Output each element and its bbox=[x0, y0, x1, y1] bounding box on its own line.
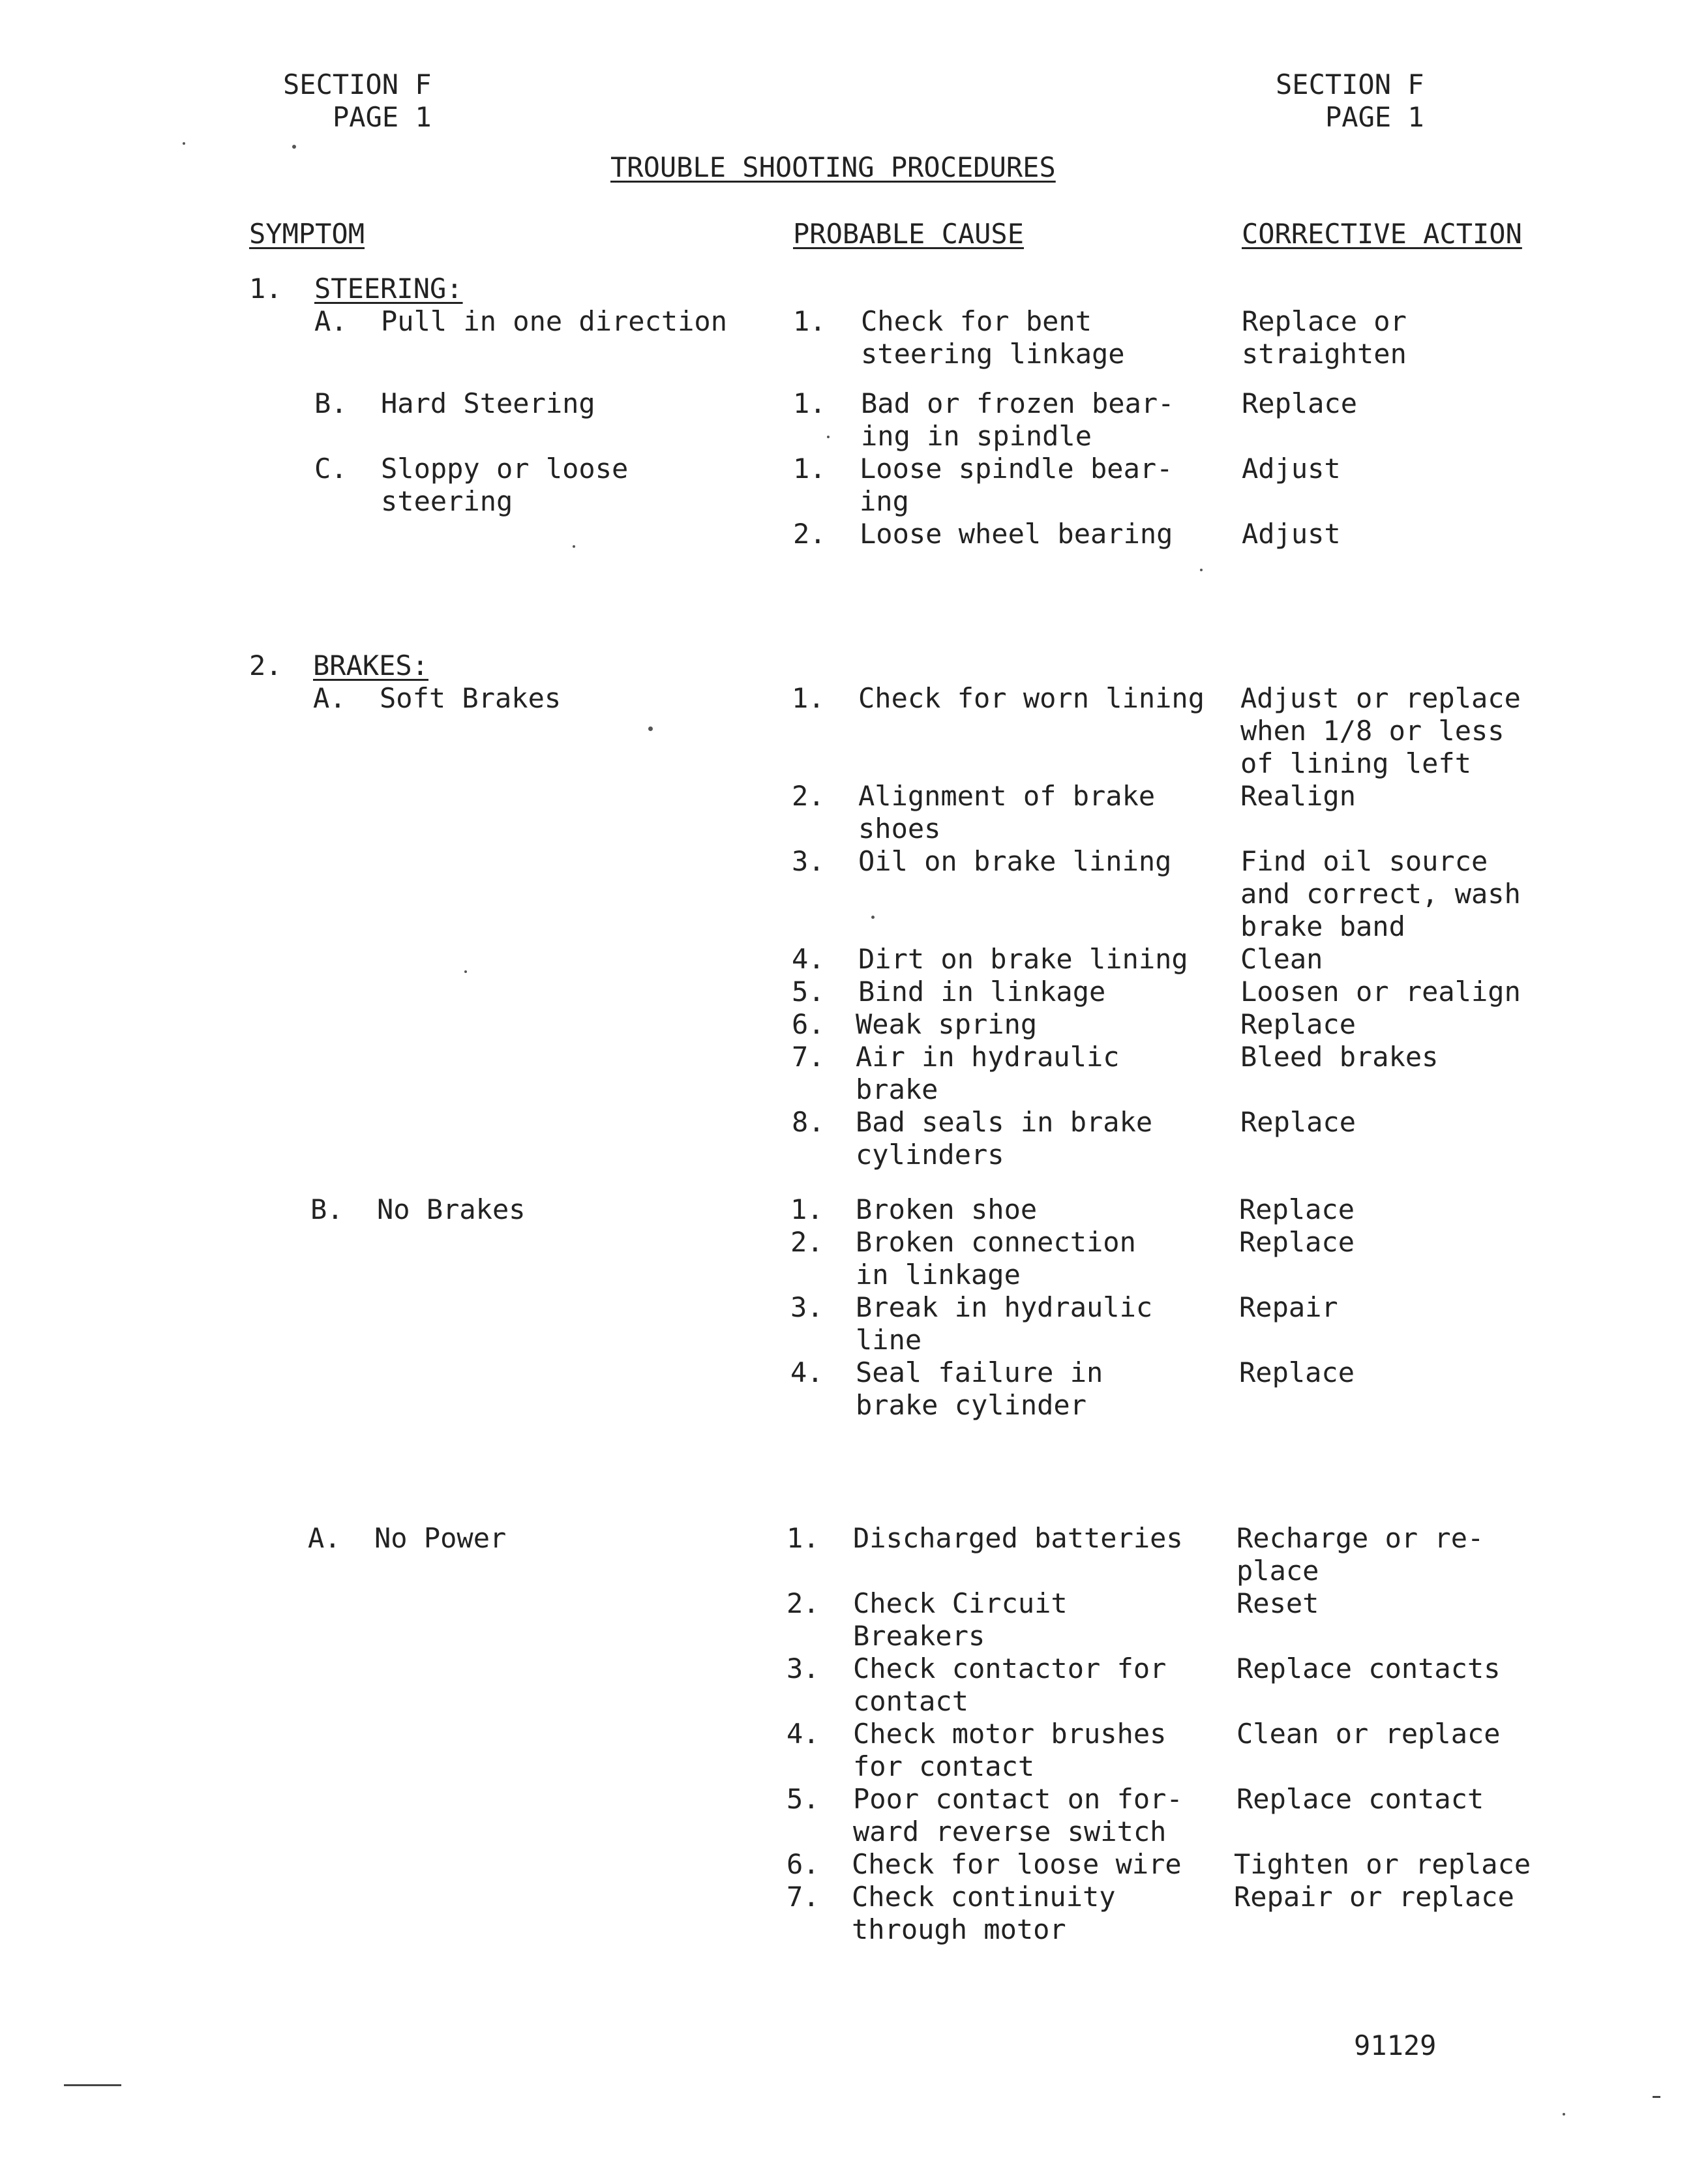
scan-speck bbox=[183, 142, 185, 145]
action-text: Find oil source bbox=[1240, 845, 1488, 877]
section-heading-steering: STEERING: bbox=[314, 273, 463, 305]
cause-text: ward reverse switch bbox=[853, 1816, 1167, 1847]
cause-number: 1. bbox=[792, 682, 825, 714]
cause-text: Check motor brushes bbox=[853, 1718, 1167, 1750]
action-text: Replace bbox=[1239, 1356, 1355, 1388]
cause-number: 2. bbox=[793, 518, 826, 550]
action-text: brake band bbox=[1240, 910, 1405, 942]
action-text: Replace bbox=[1240, 1106, 1356, 1138]
scan-mark bbox=[1653, 2096, 1660, 2098]
section-number: 2. bbox=[249, 650, 282, 681]
symptom-letter: A. bbox=[308, 1522, 341, 1554]
cause-number: 8. bbox=[792, 1106, 825, 1138]
action-text: Adjust or replace bbox=[1240, 682, 1521, 714]
cause-text: Broken shoe bbox=[856, 1193, 1038, 1225]
cause-text: Oil on brake lining bbox=[858, 845, 1172, 877]
cause-number: 6. bbox=[792, 1008, 825, 1040]
cause-text: Bad seals in brake bbox=[856, 1106, 1153, 1138]
cause-number: 1. bbox=[793, 453, 826, 485]
cause-text: Air in hydraulic bbox=[856, 1041, 1120, 1073]
document-number: 91129 bbox=[1354, 2029, 1437, 2061]
scan-speck bbox=[827, 436, 830, 438]
symptom-letter: A. bbox=[314, 305, 348, 337]
cause-text: Loose spindle bear- bbox=[860, 453, 1173, 485]
action-text: place bbox=[1236, 1555, 1319, 1587]
cause-text: through motor bbox=[852, 1913, 1066, 1945]
action-text: Replace bbox=[1239, 1193, 1355, 1225]
cause-text: brake bbox=[856, 1073, 938, 1105]
symptom-label: Hard Steering bbox=[381, 387, 595, 419]
cause-text: shoes bbox=[858, 813, 941, 845]
scan-speck bbox=[1563, 2113, 1565, 2116]
cause-text: Seal failure in bbox=[856, 1356, 1103, 1388]
cause-text: Bind in linkage bbox=[858, 976, 1106, 1008]
symptom-label: steering bbox=[381, 485, 513, 517]
symptom-letter: A. bbox=[313, 682, 346, 714]
action-text: Recharge or re- bbox=[1236, 1522, 1484, 1554]
cause-text: Weak spring bbox=[856, 1008, 1038, 1040]
action-text: Replace contact bbox=[1236, 1783, 1484, 1815]
cause-text: Check for loose wire bbox=[852, 1848, 1182, 1880]
cause-number: 1. bbox=[793, 387, 826, 419]
cause-number: 4. bbox=[790, 1356, 824, 1388]
cause-text: steering linkage bbox=[861, 338, 1125, 370]
cause-text: ing in spindle bbox=[861, 420, 1092, 452]
cause-number: 1. bbox=[793, 305, 826, 337]
cause-text: Poor contact on for- bbox=[853, 1783, 1183, 1815]
cause-number: 1. bbox=[787, 1522, 820, 1554]
header-right-section: SECTION F bbox=[1276, 68, 1424, 100]
cause-number: 3. bbox=[792, 845, 825, 877]
cause-number: 3. bbox=[790, 1291, 824, 1323]
action-text: of lining left bbox=[1240, 747, 1472, 779]
action-text: Repair bbox=[1239, 1291, 1338, 1323]
action-text: Replace or bbox=[1242, 305, 1407, 337]
symptom-letter: B. bbox=[314, 387, 348, 419]
cause-number: 2. bbox=[787, 1587, 820, 1619]
section-heading-brakes: BRAKES: bbox=[313, 650, 429, 681]
cause-text: contact bbox=[853, 1685, 969, 1717]
action-text: Repair or replace bbox=[1234, 1881, 1514, 1913]
action-text: when 1/8 or less bbox=[1240, 715, 1505, 747]
column-heading-cause: PROBABLE CAUSE bbox=[793, 218, 1025, 250]
cause-text: in linkage bbox=[856, 1259, 1021, 1291]
cause-number: 6. bbox=[787, 1848, 820, 1880]
action-text: Replace bbox=[1240, 1008, 1356, 1040]
action-text: straighten bbox=[1242, 338, 1407, 370]
cause-text: Bad or frozen bear- bbox=[861, 387, 1175, 419]
header-left-section: SECTION F bbox=[283, 68, 432, 100]
cause-text: for contact bbox=[853, 1750, 1035, 1782]
symptom-label: No Power bbox=[374, 1522, 507, 1554]
cause-text: Check contactor for bbox=[853, 1653, 1167, 1684]
symptom-letter: B. bbox=[310, 1193, 344, 1225]
action-text: Realign bbox=[1240, 780, 1356, 812]
action-text: Adjust bbox=[1242, 453, 1341, 485]
column-heading-symptom: SYMPTOM bbox=[249, 218, 365, 250]
symptom-label: Pull in one direction bbox=[381, 305, 728, 337]
action-text: Replace contacts bbox=[1236, 1653, 1501, 1684]
symptom-label: No Brakes bbox=[377, 1193, 526, 1225]
cause-number: 4. bbox=[792, 943, 825, 975]
action-text: Reset bbox=[1236, 1587, 1319, 1619]
scan-speck bbox=[464, 970, 467, 973]
cause-number: 7. bbox=[787, 1881, 820, 1913]
cause-text: Breakers bbox=[853, 1620, 985, 1652]
cause-text: Break in hydraulic bbox=[856, 1291, 1153, 1323]
section-number: 1. bbox=[249, 273, 282, 305]
action-text: Loosen or realign bbox=[1240, 976, 1521, 1008]
cause-number: 2. bbox=[792, 780, 825, 812]
cause-text: Check Circuit bbox=[853, 1587, 1068, 1619]
cause-number: 1. bbox=[790, 1193, 824, 1225]
cause-number: 4. bbox=[787, 1718, 820, 1750]
cause-text: ing bbox=[860, 485, 909, 517]
symptom-label: Soft Brakes bbox=[380, 682, 562, 714]
scan-speck bbox=[1200, 569, 1203, 571]
action-text: Adjust bbox=[1242, 518, 1341, 550]
cause-number: 7. bbox=[792, 1041, 825, 1073]
scan-speck bbox=[573, 545, 575, 548]
cause-number: 5. bbox=[792, 976, 825, 1008]
column-heading-action: CORRECTIVE ACTION bbox=[1242, 218, 1522, 250]
header-left-page: PAGE 1 bbox=[333, 101, 432, 133]
symptom-label: Sloppy or loose bbox=[381, 453, 629, 485]
cause-number: 3. bbox=[787, 1653, 820, 1684]
cause-number: 5. bbox=[787, 1783, 820, 1815]
scan-speck bbox=[648, 726, 653, 731]
symptom-letter: C. bbox=[314, 453, 348, 485]
action-text: Replace bbox=[1239, 1226, 1355, 1258]
cause-text: Dirt on brake lining bbox=[858, 943, 1188, 975]
action-text: Bleed brakes bbox=[1240, 1041, 1439, 1073]
cause-text: Discharged batteries bbox=[853, 1522, 1183, 1554]
action-text: and correct, wash bbox=[1240, 878, 1521, 910]
scan-speck bbox=[292, 145, 296, 149]
cause-text: Check for bent bbox=[861, 305, 1092, 337]
cause-text: line bbox=[856, 1324, 922, 1356]
cause-text: Broken connection bbox=[856, 1226, 1136, 1258]
scan-speck bbox=[871, 916, 875, 919]
scan-mark bbox=[64, 2084, 121, 2086]
action-text: Tighten or replace bbox=[1234, 1848, 1531, 1880]
header-right-page: PAGE 1 bbox=[1325, 101, 1424, 133]
cause-number: 2. bbox=[790, 1226, 824, 1258]
cause-text: Check continuity bbox=[852, 1881, 1116, 1913]
action-text: Replace bbox=[1242, 387, 1358, 419]
cause-text: brake cylinder bbox=[856, 1389, 1087, 1421]
page-title: TROUBLE SHOOTING PROCEDURES bbox=[610, 151, 1056, 183]
action-text: Clean or replace bbox=[1236, 1718, 1501, 1750]
cause-text: Alignment of brake bbox=[858, 780, 1156, 812]
cause-text: cylinders bbox=[856, 1139, 1004, 1171]
action-text: Clean bbox=[1240, 943, 1323, 975]
cause-text: Check for worn lining bbox=[858, 682, 1205, 714]
cause-text: Loose wheel bearing bbox=[860, 518, 1173, 550]
